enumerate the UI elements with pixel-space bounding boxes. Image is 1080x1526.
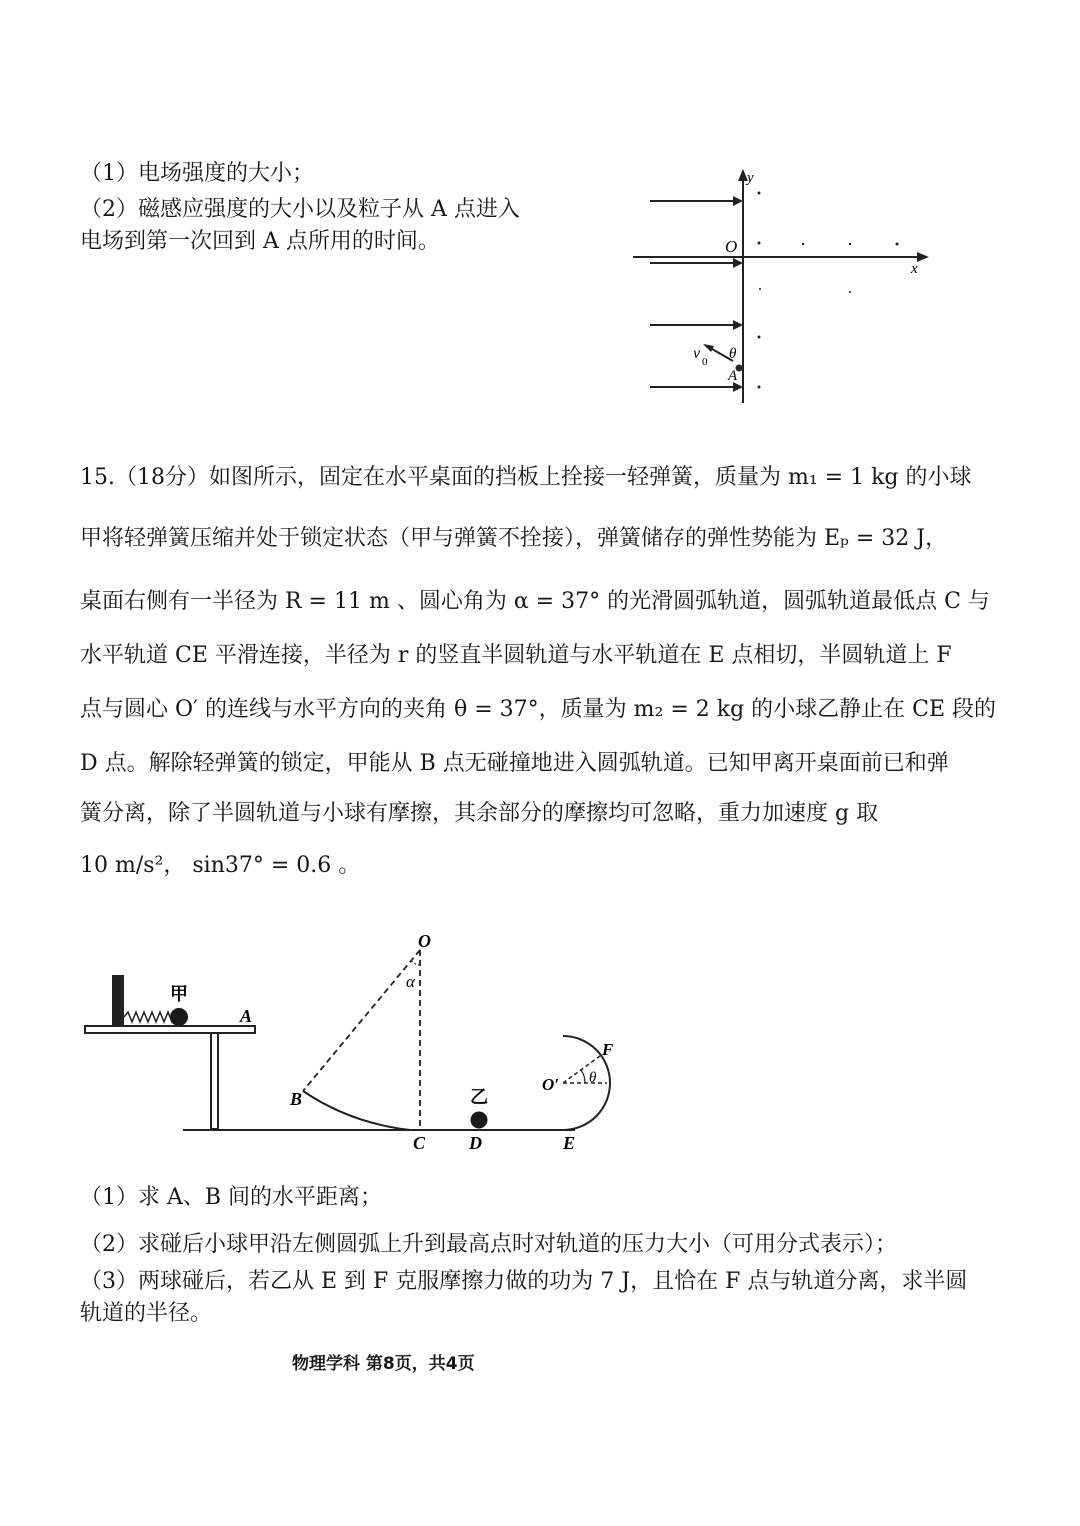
label-a: A — [240, 1006, 253, 1026]
label-f: F — [602, 1040, 614, 1059]
page-footer: 物理学科 第8页，共4页 — [292, 1354, 475, 1374]
q15-line3: 桌面右侧有一半径为 R = 11 m 、圆心角为 α = 37° 的光滑圆弧轨道，圆弧轨道最低点 C 与 — [80, 589, 990, 614]
q15-line2: 甲将轻弹簧压缩并处于锁定状态（甲与弹簧不拴接），弹簧储存的弹性势能为 Eₚ = 32 J， — [80, 526, 948, 551]
theta-label: θ — [729, 346, 737, 362]
v0-subscript: 0 — [702, 356, 708, 368]
ball-jia — [170, 1008, 188, 1026]
question-1: （1）求 A、B 间的水平距离； — [80, 1185, 383, 1210]
point-a-label: A — [728, 368, 738, 384]
q15-line4: 水平轨道 CE 平滑连接，半径为 r 的竖直半圆轨道与水平轨道在 E 点相切，半圆轨道上 F — [80, 643, 952, 668]
label-e: E — [563, 1133, 576, 1153]
x-axis-label: x — [911, 261, 918, 277]
arc-bc — [303, 1091, 410, 1130]
label-b: B — [290, 1089, 303, 1109]
field-diagram — [625, 165, 935, 410]
label-jia: 甲 — [170, 984, 188, 1004]
origin-label: O — [725, 237, 738, 256]
oblique-radius — [303, 950, 420, 1091]
question-3-line1: （3）两球碰后，若乙从 E 到 F 克服摩擦力做的功为 7 J，且恰在 F 点与轨道分离，求半圆 — [80, 1269, 968, 1294]
label-theta: θ — [589, 1070, 597, 1086]
table-leg — [211, 1033, 218, 1129]
label-d: D — [469, 1133, 482, 1153]
q14-sub2-line2: 电场到第一次回到 A 点所用的时间。 — [80, 229, 440, 254]
q15-line5: 点与圆心 O′ 的连线与水平方向的夹角 θ = 37°，质量为 m₂ = 2 kg 的小球乙静止在 CE 段的 — [80, 697, 997, 722]
q14-sub2-line1: （2）磁感应强度的大小以及粒子从 A 点进入 — [80, 197, 520, 222]
q15-line6: D 点。解除轻弹簧的锁定，甲能从 B 点无碰撞地进入圆弧轨道。已知甲离开桌面前已和弹 — [80, 751, 949, 776]
table-top — [85, 1026, 255, 1033]
ball-yi — [471, 1112, 488, 1129]
q15-line8: 10 m/s²， sin37° = 0.6 。 — [80, 853, 361, 878]
question-3-line2: 轨道的半径。 — [80, 1301, 213, 1326]
baffle — [112, 975, 124, 1025]
label-yi: 乙 — [470, 1087, 488, 1107]
v0-label: v — [693, 345, 701, 362]
q15-line1: 15.（18分）如图所示，固定在水平桌面的挡板上拴接一轻弹簧，质量为 m₁ = 1 kg 的小球 — [80, 465, 972, 490]
question-2: （2）求碰后小球甲沿左侧圆弧上升到最高点时对轨道的压力大小（可用分式表示）； — [80, 1232, 897, 1257]
label-alpha: α — [406, 972, 415, 991]
track-diagram — [75, 925, 655, 1160]
label-o-prime: O′ — [542, 1075, 560, 1094]
y-axis-label: y — [747, 170, 754, 186]
q15-line7: 簧分离，除了半圆轨道与小球有摩擦，其余部分的摩擦均可忽略，重力加速度 g 取 — [80, 801, 879, 826]
label-o: O — [418, 931, 431, 951]
q14-sub1: （1）电场强度的大小； — [80, 161, 314, 186]
label-c: C — [413, 1133, 426, 1153]
